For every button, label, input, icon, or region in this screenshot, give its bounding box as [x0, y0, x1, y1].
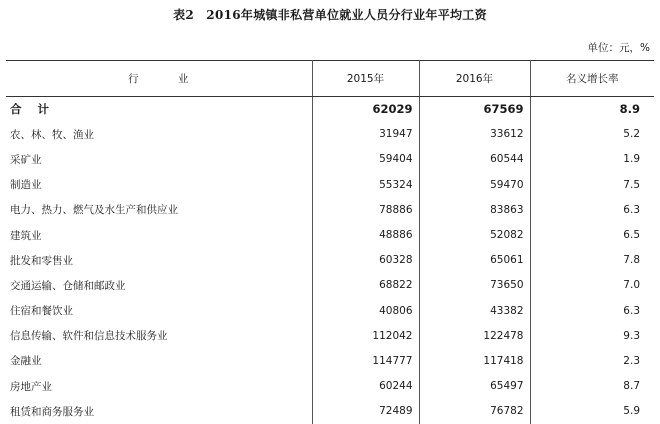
- table-row: [6, 248, 654, 273]
- wage-2016-cell: 122478: [419, 323, 530, 348]
- wage-2015-cell: 112042: [312, 323, 419, 348]
- table-row: [6, 273, 654, 298]
- growth-cell: 1.9: [623, 153, 640, 166]
- wage-2016-cell: 65497: [419, 374, 530, 399]
- wage-2015-cell: 60244: [312, 374, 419, 399]
- growth-cell: 7.8: [623, 254, 640, 267]
- wage-2016-cell: 73650: [419, 273, 530, 298]
- wage-2016-cell: 65061: [419, 248, 530, 273]
- industry-cell: 建筑业: [6, 222, 312, 247]
- industry-cell: 住宿和餐饮业: [6, 298, 312, 323]
- wage-2015-cell: 55324: [312, 172, 419, 197]
- industry-cell: 租赁和商务服务业: [6, 399, 312, 424]
- header-row: [6, 61, 654, 97]
- wage-2015-cell: 114777: [312, 348, 419, 373]
- unit-note: 单位：元，%: [587, 42, 650, 54]
- total-growth: 8.9: [619, 102, 640, 117]
- wage-2016-cell: 43382: [419, 298, 530, 323]
- table-row: [6, 172, 654, 197]
- wage-2015-cell: 68822: [312, 273, 419, 298]
- wage-2016-cell: 60544: [419, 147, 530, 172]
- growth-cell: 7.5: [623, 178, 640, 191]
- wage-2015-cell: 40806: [312, 298, 419, 323]
- growth-cell: 6.3: [623, 304, 640, 317]
- table-row: [6, 348, 654, 373]
- total-2015: 62029: [312, 97, 419, 122]
- wage-2015-cell: 48886: [312, 222, 419, 247]
- table-row: [6, 374, 654, 399]
- wage-2015-cell: 31947: [312, 122, 419, 147]
- table-row: [6, 323, 654, 348]
- wage-2016-cell: 59470: [419, 172, 530, 197]
- table-row: [6, 147, 654, 172]
- total-label: 合 计: [6, 97, 312, 122]
- growth-cell: 6.3: [623, 203, 640, 216]
- industry-cell: 交通运输、仓储和邮政业: [6, 273, 312, 298]
- growth-cell: 9.3: [623, 329, 640, 342]
- industry-cell: 制造业: [6, 172, 312, 197]
- growth-cell: 7.0: [623, 279, 640, 292]
- growth-cell: 2.3: [623, 354, 640, 367]
- total-row: [6, 97, 654, 122]
- table-row: [6, 298, 654, 323]
- table-row: [6, 122, 654, 147]
- table-title: 表2 2016年城镇非私营单位就业人员分行业年平均工资: [173, 8, 487, 22]
- wage-2015-cell: 59404: [312, 147, 419, 172]
- wage-table: [6, 60, 654, 424]
- growth-cell: 8.7: [623, 380, 640, 393]
- wage-2015-cell: 78886: [312, 197, 419, 222]
- header-2016: 2016年: [419, 61, 530, 97]
- wage-2016-cell: 33612: [419, 122, 530, 147]
- table-row: [6, 399, 654, 424]
- wage-2016-cell: 52082: [419, 222, 530, 247]
- header-industry: 行 业: [6, 61, 312, 97]
- industry-cell: 农、林、牧、渔业: [6, 122, 312, 147]
- industry-cell: 采矿业: [6, 147, 312, 172]
- wage-2016-cell: 117418: [419, 348, 530, 373]
- header-2015: 2015年: [312, 61, 419, 97]
- industry-cell: 电力、热力、燃气及水生产和供应业: [6, 197, 312, 222]
- wage-2016-cell: 83863: [419, 197, 530, 222]
- industry-cell: 金融业: [6, 348, 312, 373]
- table-row: [6, 222, 654, 247]
- growth-cell: 5.2: [623, 128, 640, 141]
- wage-2015-cell: 60328: [312, 248, 419, 273]
- wage-2015-cell: 72489: [312, 399, 419, 424]
- industry-cell: 信息传输、软件和信息技术服务业: [6, 323, 312, 348]
- total-2016: 67569: [419, 97, 530, 122]
- industry-cell: 房地产业: [6, 374, 312, 399]
- growth-cell: 6.5: [623, 229, 640, 242]
- growth-cell: 5.9: [623, 405, 640, 418]
- industry-cell: 批发和零售业: [6, 248, 312, 273]
- wage-2016-cell: 76782: [419, 399, 530, 424]
- table-row: [6, 197, 654, 222]
- header-growth: 名义增长率: [530, 61, 654, 97]
